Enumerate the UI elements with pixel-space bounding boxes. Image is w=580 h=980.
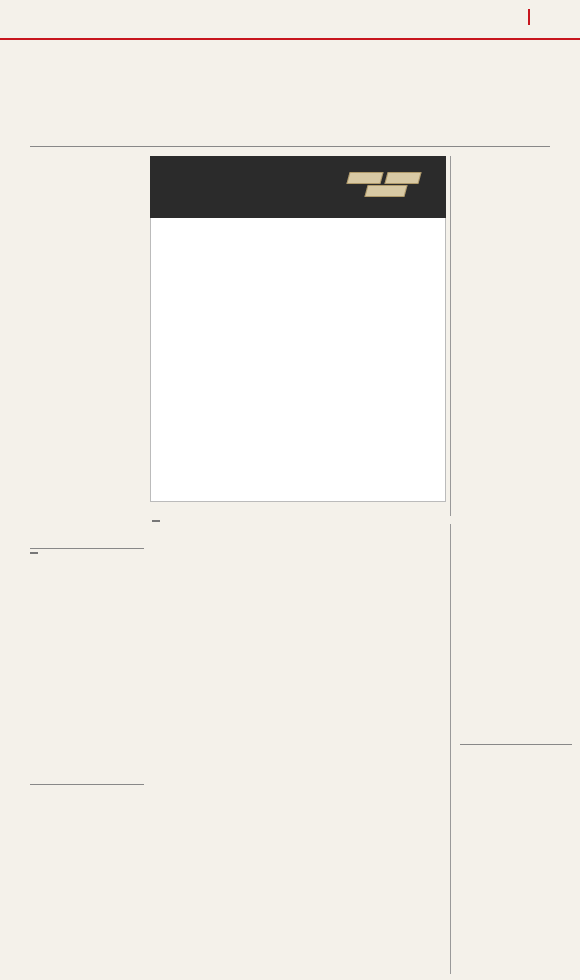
side-body-1 bbox=[460, 570, 572, 732]
related-body-1 bbox=[30, 604, 144, 780]
related-body-2 bbox=[30, 828, 144, 968]
related-rule bbox=[30, 548, 144, 549]
gold-bar-image bbox=[384, 172, 421, 184]
column-divider bbox=[450, 524, 451, 974]
analysis-section-2-body bbox=[152, 868, 444, 964]
analysis-section-1-body bbox=[152, 676, 444, 836]
analysis-tag bbox=[152, 520, 160, 522]
column-divider bbox=[450, 156, 451, 516]
lead-article-body bbox=[30, 156, 144, 536]
page-header bbox=[0, 0, 580, 40]
gold-bar-image bbox=[364, 185, 407, 197]
related-rule-2 bbox=[30, 784, 144, 785]
page-divider-bar bbox=[528, 9, 530, 25]
side-body-2 bbox=[460, 790, 572, 962]
analysis-intro bbox=[152, 598, 444, 642]
headline-rule bbox=[30, 146, 550, 147]
gold-bar-image bbox=[346, 172, 383, 184]
side-rule bbox=[460, 744, 572, 745]
related-news-tag bbox=[30, 552, 38, 554]
